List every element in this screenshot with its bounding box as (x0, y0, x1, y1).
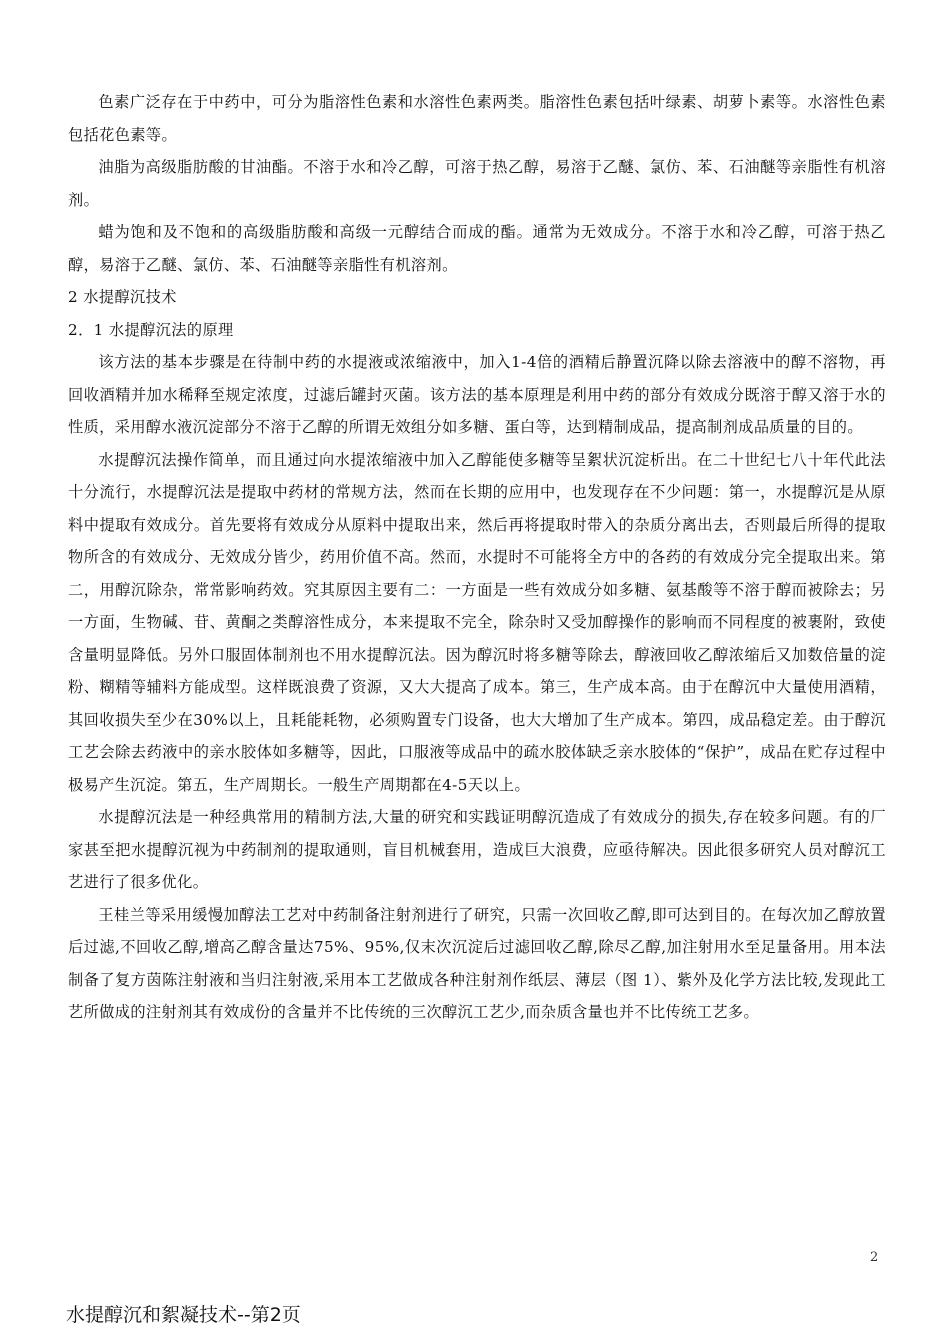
footer-title: 水提醇沉和絮凝技术--第2页 (66, 1304, 301, 1326)
page-number: 2 (870, 1250, 879, 1265)
paragraph-problems: 水提醇沉法操作简单，而且通过向水提浓缩液中加入乙醇能使多糖等呈絮状沉淀析出。在二十世纪七八十年代此法十分流行，水提醇沉法是提取中药材的常规方法，然而在长期的应用中，也发现存在不少问题：第一，水提醇沉是从原料中提取有效成分。首先要将有效成分从原料中提取出来，然后再将提取时带入的杂质分离出去，否则最后所得的提取物所含的有效成分、无效成分皆少，药用价值不高。然而，水提时不可能将全方中的各药的有效成分完全提取出来。第二，用醇沉除杂，常常影响药效。究其原因主要有二：一方面是一些有效成分如多糖、氨基酸等不溶于醇而被除去；另一方面，生物碱、苷、黄酮之类醇溶性成分，本来提取不完全，除杂时又受加醇操作的影响而不同程度的被裹附，致使含量明显降低。另外口服固体制剂也不用水提醇沉法。因为醇沉时将多糖等除去，醇液回收乙醇浓缩后又加数倍量的淀粉、糊精等辅料方能成型。这样既浪费了资源，又大大提高了成本。第三，生产成本高。由于在醇沉中大量使用酒精，其回收损失至少在30%以上，且耗能耗物，必须购置专门设备，也大大增加了生产成本。第四，成品稳定差。由于醇沉工艺会除去药液中的亲水胶体如多糖等，因此，口服液等成品中的疏水胶体缺乏亲水胶体的“保护”，成品在贮存过程中极易产生沉淀。第五，生产周期长。一般生产周期都在4-5天以上。 (68, 450, 886, 794)
paragraph-waxes: 蜡为饱和及不饱和的高级脂肪酸和高级一元醇结合而成的酯。通常为无效成分。不溶于水和冷乙醇，可溶于热乙醇，易溶于乙醚、氯仿、苯、石油醚等亲脂性有机溶剂。 (68, 223, 886, 274)
document-body (68, 86, 886, 1029)
subsection-heading: 2．1 水提醇沉法的原理 (68, 320, 234, 339)
paragraph-principle: 该方法的基本步骤是在待制中药的水提液或浓缩液中，加入1-4倍的酒精后静置沉降以除去溶液中的醇不溶物，再回收酒精并加水稀释至规定浓度，过滤后罐封灭菌。该方法的基本原理是利用中药的部分有效成分既溶于醇又溶于水的性质，采用醇水液沉淀部分不溶于乙醇的所谓无效组分如多糖、蛋白等，达到精制成品，提高制剂成品质量的目的。 (68, 353, 886, 436)
paragraph-slow-alcohol-method: 王桂兰等采用缓慢加醇法工艺对中药制备注射剂进行了研究，只需一次回收乙醇,即可达到目的。在每次加乙醇放置后过滤,不回收乙醇,增高乙醇含量达75%、95%,仅末次沉淀后过滤回收乙醇,除尽乙醇,加注射用水至足量备用。用本法制备了复方茵陈注射液和当归注射液,采用本工艺做成各种注射剂作纸层、薄层（图 1）、紫外及化学方法比较,发现此工艺所做成的注射剂其有效成份的含量并不比传统的三次醇沉工艺少,而杂质含量也并不比传统工艺多。 (68, 905, 886, 1021)
section-heading: 2 水提醇沉技术 (68, 288, 177, 306)
paragraph-classic-method: 水提醇沉法是一种经典常用的精制方法,大量的研究和实践证明醇沉造成了有效成分的损失,存在较多问题。有的厂家甚至把水提醇沉视为中药制剂的提取通则，盲目机械套用，造成巨大浪费，应亟待解决。因此很多研究人员对醇沉工艺进行了很多优化。 (68, 808, 886, 891)
paragraph-oils: 油脂为高级脂肪酸的甘油酯。不溶于水和冷乙醇，可溶于热乙醇，易溶于乙醚、氯仿、苯、石油醚等亲脂性有机溶剂。 (68, 158, 886, 209)
paragraph-pigments: 色素广泛存在于中药中，可分为脂溶性色素和水溶性色素两类。脂溶性色素包括叶绿素、胡萝卜素等。水溶性色素包括花色素等。 (68, 93, 886, 144)
